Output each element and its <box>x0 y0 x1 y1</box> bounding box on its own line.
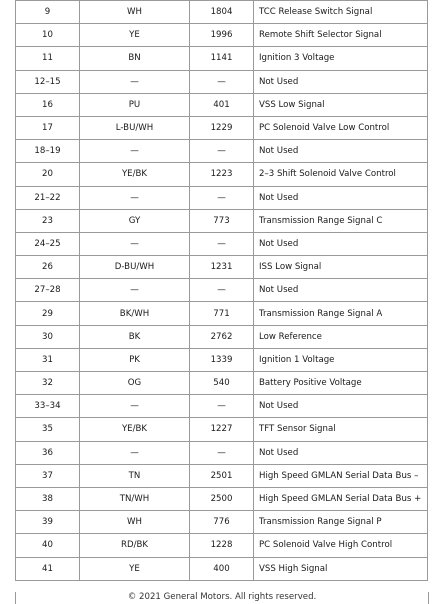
circuit-number-cell: — <box>190 70 254 93</box>
circuit-number-cell: — <box>190 395 254 418</box>
wire-color-cell: YE/BK <box>80 163 190 186</box>
pin-number-cell: 40 <box>16 534 80 557</box>
pin-function-cell: Transmission Range Signal P <box>254 511 428 534</box>
wire-color-cell: GY <box>80 209 190 232</box>
circuit-number-cell: 776 <box>190 511 254 534</box>
pin-function-cell: Remote Shift Selector Signal <box>254 24 428 47</box>
pin-number-cell: 31 <box>16 348 80 371</box>
table-row <box>16 209 428 232</box>
pin-number-cell: 24–25 <box>16 232 80 255</box>
pin-number-cell: 37 <box>16 464 80 487</box>
pinout-table-body <box>16 1 428 581</box>
table-row <box>16 232 428 255</box>
wire-color-cell: PU <box>80 93 190 116</box>
table-row <box>16 534 428 557</box>
circuit-number-cell: — <box>190 186 254 209</box>
pin-number-cell: 29 <box>16 302 80 325</box>
pin-number-cell: 32 <box>16 372 80 395</box>
table-row <box>16 24 428 47</box>
circuit-number-cell: — <box>190 279 254 302</box>
circuit-number-cell: 1339 <box>190 348 254 371</box>
pin-function-cell: ISS Low Signal <box>254 256 428 279</box>
copyright-text: © 2021 General Motors. All rights reserved. <box>127 592 317 602</box>
wire-color-cell: — <box>80 140 190 163</box>
wire-color-cell: — <box>80 279 190 302</box>
pin-number-cell: 33–34 <box>16 395 80 418</box>
circuit-number-cell: 1996 <box>190 24 254 47</box>
pin-number-cell: 39 <box>16 511 80 534</box>
circuit-number-cell: 1229 <box>190 116 254 139</box>
pin-number-cell: 17 <box>16 116 80 139</box>
connector-pinout-table <box>15 0 428 581</box>
table-row <box>16 70 428 93</box>
table-row <box>16 511 428 534</box>
circuit-number-cell: 1141 <box>190 47 254 70</box>
table-row <box>16 140 428 163</box>
table-row <box>16 116 428 139</box>
wire-color-cell: — <box>80 395 190 418</box>
pin-function-cell: High Speed GMLAN Serial Data Bus + <box>254 487 428 510</box>
pin-number-cell: 11 <box>16 47 80 70</box>
wire-color-cell: OG <box>80 372 190 395</box>
wire-color-cell: YE <box>80 557 190 580</box>
pin-function-cell: Not Used <box>254 232 428 255</box>
wire-color-cell: L-BU/WH <box>80 116 190 139</box>
table-row <box>16 279 428 302</box>
pin-function-cell: VSS High Signal <box>254 557 428 580</box>
table-row <box>16 47 428 70</box>
wire-color-cell: — <box>80 186 190 209</box>
pin-function-cell: Not Used <box>254 186 428 209</box>
circuit-number-cell: — <box>190 232 254 255</box>
pin-number-cell: 38 <box>16 487 80 510</box>
pin-number-cell: 20 <box>16 163 80 186</box>
pin-function-cell: Ignition 3 Voltage <box>254 47 428 70</box>
pin-number-cell: 23 <box>16 209 80 232</box>
wire-color-cell: BK <box>80 325 190 348</box>
pinout-table-page <box>15 0 427 581</box>
wire-color-cell: — <box>80 441 190 464</box>
pin-function-cell: Not Used <box>254 441 428 464</box>
circuit-number-cell: — <box>190 441 254 464</box>
wire-color-cell: WH <box>80 1 190 24</box>
table-row <box>16 93 428 116</box>
table-row <box>16 325 428 348</box>
pin-function-cell: Battery Positive Voltage <box>254 372 428 395</box>
circuit-number-cell: 401 <box>190 93 254 116</box>
table-row <box>16 163 428 186</box>
wire-color-cell: D-BU/WH <box>80 256 190 279</box>
pin-function-cell: Low Reference <box>254 325 428 348</box>
pin-number-cell: 16 <box>16 93 80 116</box>
wire-color-cell: TN/WH <box>80 487 190 510</box>
pin-function-cell: Ignition 1 Voltage <box>254 348 428 371</box>
pin-number-cell: 30 <box>16 325 80 348</box>
table-row <box>16 487 428 510</box>
pin-function-cell: TCC Release Switch Signal <box>254 1 428 24</box>
pin-number-cell: 10 <box>16 24 80 47</box>
pin-number-cell: 21–22 <box>16 186 80 209</box>
table-row <box>16 186 428 209</box>
pin-number-cell: 12–15 <box>16 70 80 93</box>
table-row <box>16 464 428 487</box>
table-row <box>16 395 428 418</box>
wire-color-cell: — <box>80 70 190 93</box>
pin-function-cell: Not Used <box>254 395 428 418</box>
wire-color-cell: PK <box>80 348 190 371</box>
pin-function-cell: TFT Sensor Signal <box>254 418 428 441</box>
pin-number-cell: 27–28 <box>16 279 80 302</box>
wire-color-cell: WH <box>80 511 190 534</box>
circuit-number-cell: 1227 <box>190 418 254 441</box>
pin-number-cell: 35 <box>16 418 80 441</box>
circuit-number-cell: 2762 <box>190 325 254 348</box>
pin-function-cell: Transmission Range Signal A <box>254 302 428 325</box>
pin-number-cell: 26 <box>16 256 80 279</box>
wire-color-cell: RD/BK <box>80 534 190 557</box>
circuit-number-cell: 1223 <box>190 163 254 186</box>
pin-function-cell: PC Solenoid Valve Low Control <box>254 116 428 139</box>
circuit-number-cell: 400 <box>190 557 254 580</box>
wire-color-cell: BK/WH <box>80 302 190 325</box>
pin-function-cell: Not Used <box>254 279 428 302</box>
circuit-number-cell: 2500 <box>190 487 254 510</box>
pin-function-cell: Not Used <box>254 70 428 93</box>
pin-number-cell: 36 <box>16 441 80 464</box>
circuit-number-cell: 1804 <box>190 1 254 24</box>
wire-color-cell: YE/BK <box>80 418 190 441</box>
table-row <box>16 256 428 279</box>
table-row <box>16 302 428 325</box>
circuit-number-cell: — <box>190 140 254 163</box>
wire-color-cell: TN <box>80 464 190 487</box>
wire-color-cell: BN <box>80 47 190 70</box>
table-row <box>16 348 428 371</box>
table-row <box>16 372 428 395</box>
pin-function-cell: PC Solenoid Valve High Control <box>254 534 428 557</box>
wire-color-cell: YE <box>80 24 190 47</box>
pin-function-cell: Not Used <box>254 140 428 163</box>
wire-color-cell: — <box>80 232 190 255</box>
table-row <box>16 1 428 24</box>
circuit-number-cell: 2501 <box>190 464 254 487</box>
pin-function-cell: Transmission Range Signal C <box>254 209 428 232</box>
pin-number-cell: 18–19 <box>16 140 80 163</box>
circuit-number-cell: 540 <box>190 372 254 395</box>
pin-function-cell: 2–3 Shift Solenoid Valve Control <box>254 163 428 186</box>
copyright-footer <box>15 592 429 604</box>
circuit-number-cell: 1228 <box>190 534 254 557</box>
pin-function-cell: High Speed GMLAN Serial Data Bus – <box>254 464 428 487</box>
table-row <box>16 418 428 441</box>
pin-number-cell: 41 <box>16 557 80 580</box>
circuit-number-cell: 773 <box>190 209 254 232</box>
circuit-number-cell: 771 <box>190 302 254 325</box>
circuit-number-cell: 1231 <box>190 256 254 279</box>
table-row <box>16 441 428 464</box>
pin-number-cell: 9 <box>16 1 80 24</box>
table-row <box>16 557 428 580</box>
pin-function-cell: VSS Low Signal <box>254 93 428 116</box>
